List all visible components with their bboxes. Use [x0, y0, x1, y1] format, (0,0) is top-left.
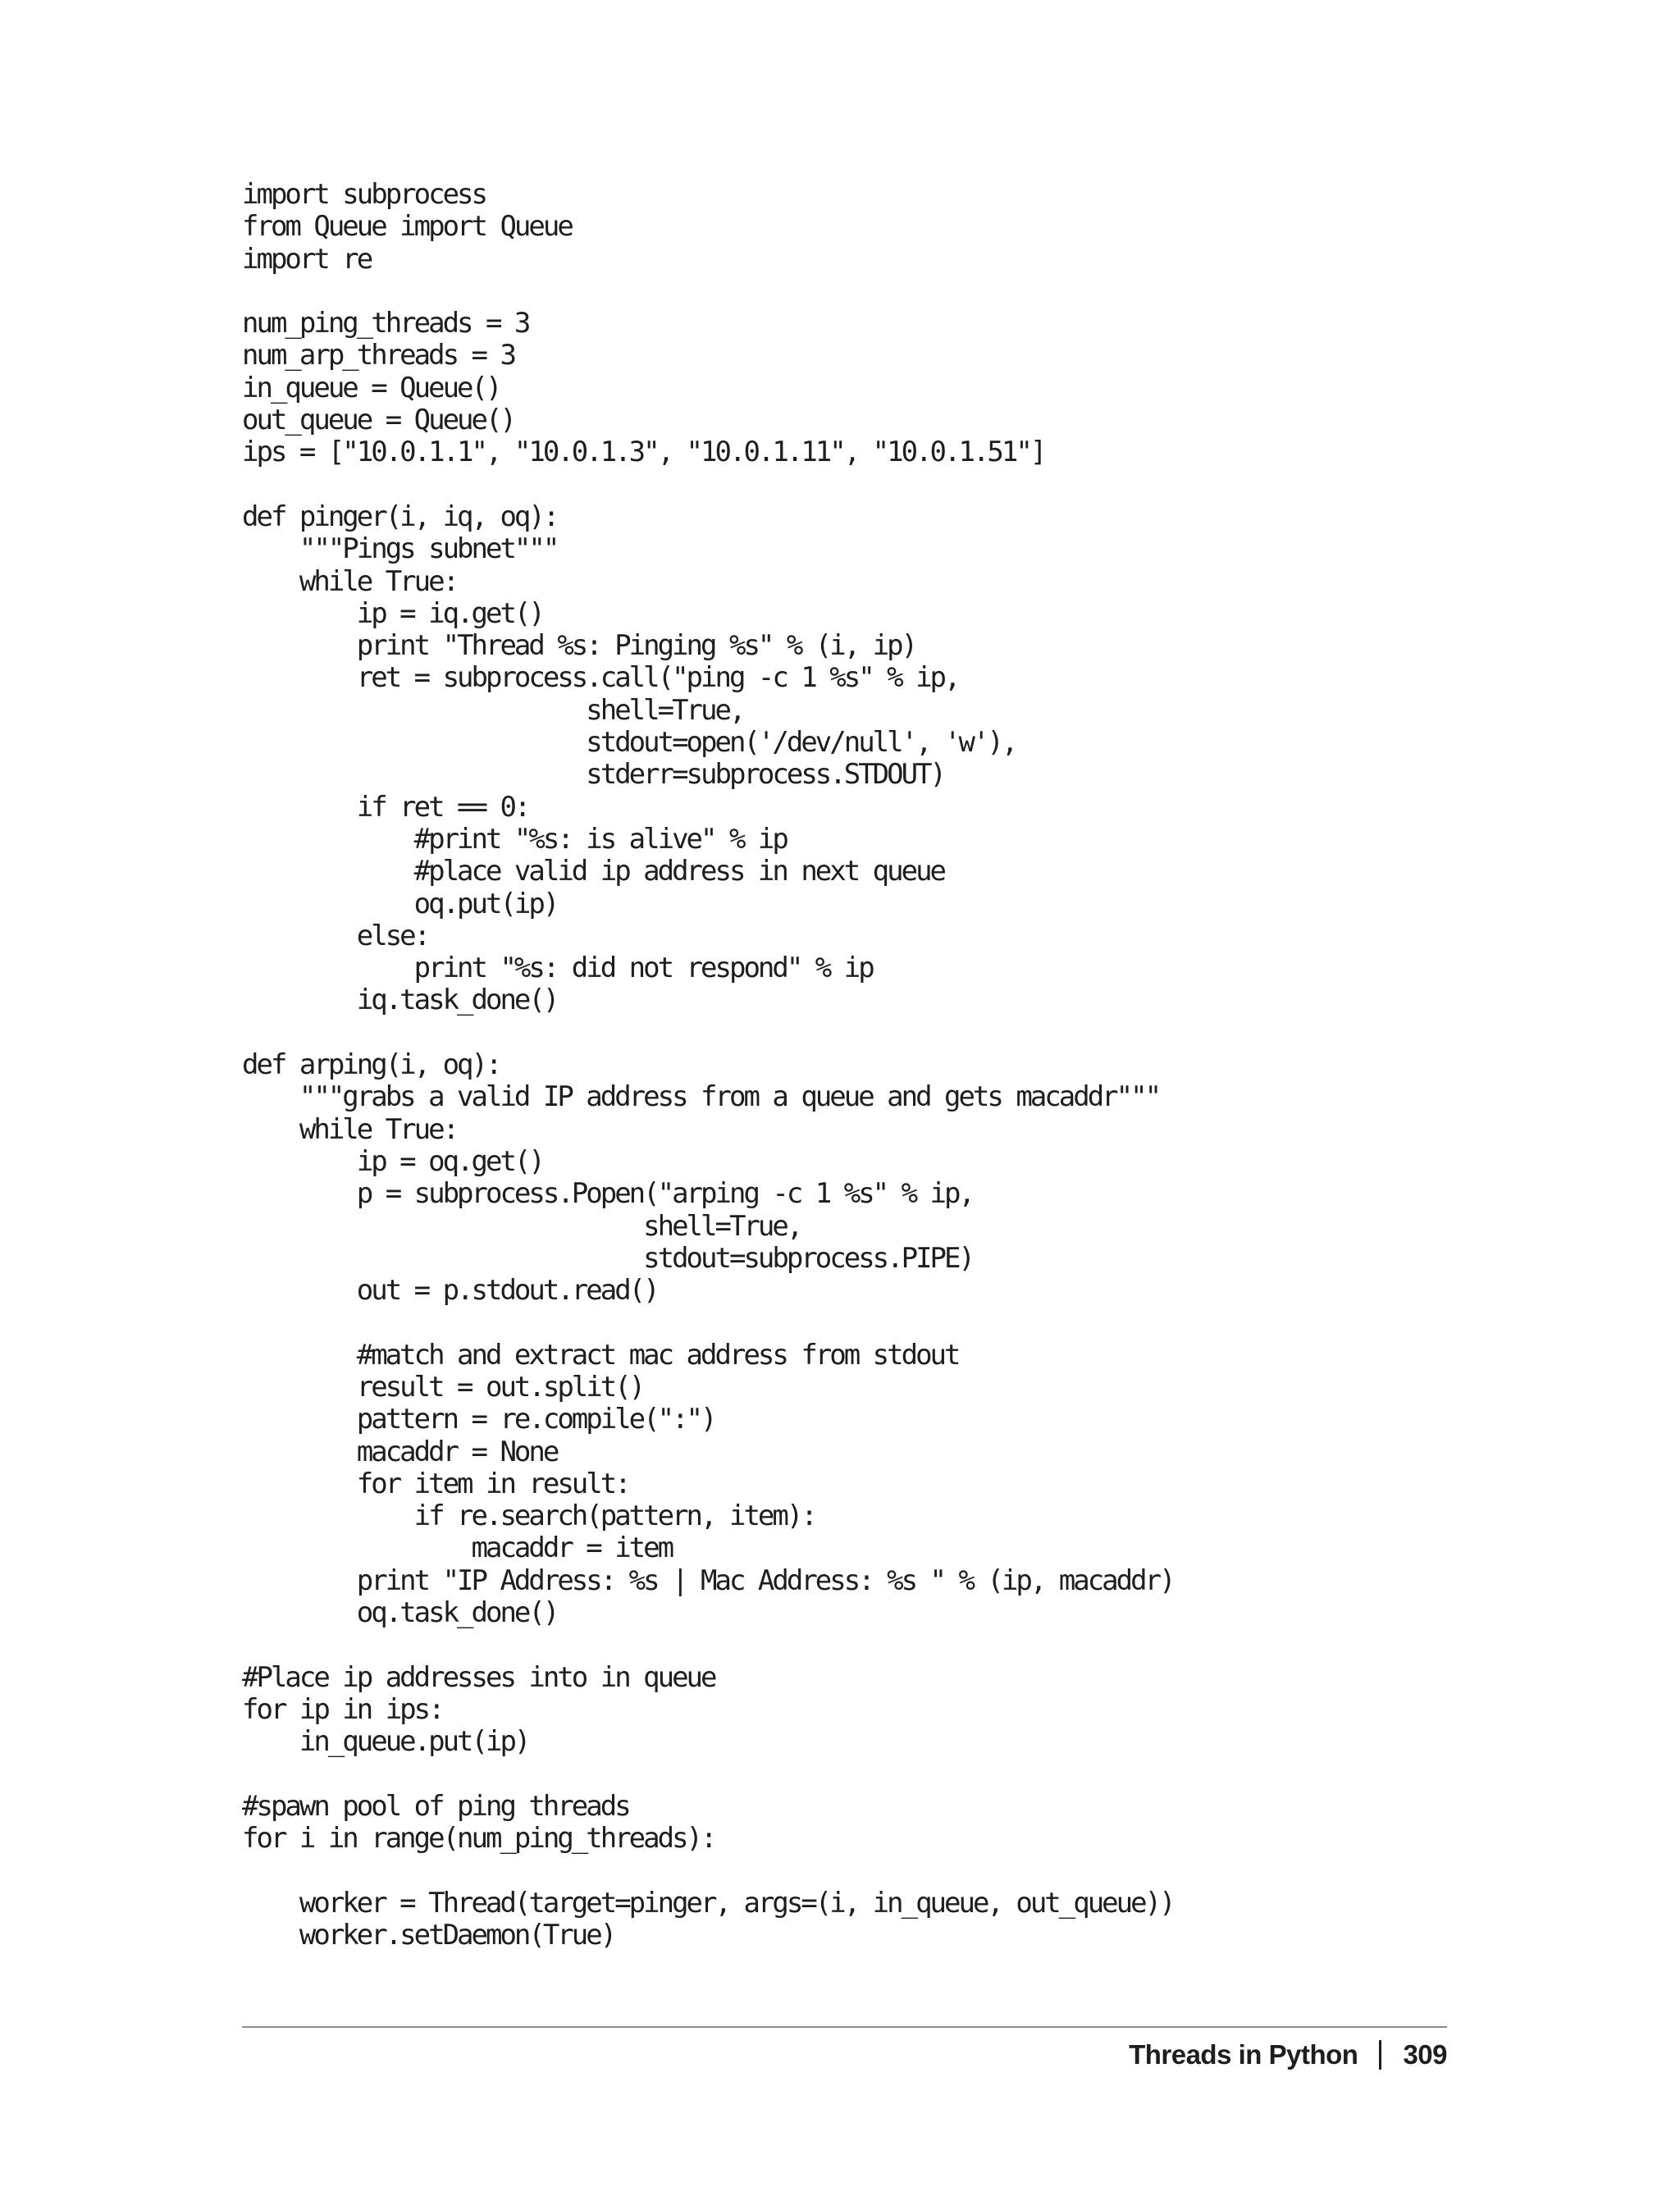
code-line: #Place ip addresses into in queue: [242, 1660, 715, 1694]
footer-rule: [242, 2026, 1447, 2028]
code-line: #print "%s: is alive" % ip: [242, 822, 787, 856]
code-line: stdout=subprocess.PIPE): [242, 1241, 973, 1275]
code-line: [242, 1855, 1174, 1887]
code-line: for ip in ips:: [242, 1692, 443, 1726]
code-line: if ret == 0:: [242, 790, 529, 824]
code-line: out = p.stdout.read(): [242, 1274, 658, 1308]
code-line: print "%s: did not respond" % ip: [242, 952, 873, 985]
code-line: import subprocess: [242, 178, 486, 211]
code-line: [242, 469, 1174, 501]
code-line: num_arp_threads = 3: [242, 339, 514, 372]
code-listing: [242, 179, 1174, 1952]
code-line: p = subprocess.Popen("arping -c 1 %s" % ip,: [242, 1177, 973, 1211]
code-line: pattern = re.compile(":"): [242, 1403, 715, 1436]
code-line: print "Thread %s: Pinging %s" % (i, ip): [242, 629, 916, 663]
code-line: while True:: [242, 1112, 458, 1146]
code-line: [242, 276, 1174, 308]
code-line: [242, 1017, 1174, 1049]
code-line: import re: [242, 242, 372, 276]
code-line: worker = Thread(target=pinger, args=(i, in_queue, out_queue)): [242, 1886, 1174, 1920]
code-line: ips = ["10.0.1.1", "10.0.1.3", "10.0.1.11", "10.0.1.51"]: [242, 436, 1045, 469]
code-line: while True:: [242, 564, 458, 598]
code-line: def arping(i, oq):: [242, 1048, 500, 1082]
code-line: ip = iq.get(): [242, 596, 543, 630]
page-number: 309: [1403, 2039, 1447, 2070]
code-line: for item in result:: [242, 1467, 629, 1500]
code-line: """Pings subnet""": [242, 532, 558, 566]
code-line: out_queue = Queue(): [242, 404, 514, 437]
code-line: [242, 1759, 1174, 1791]
page-footer: [1129, 2039, 1447, 2070]
code-line: ret = subprocess.call("ping -c 1 %s" % ip,: [242, 661, 959, 695]
code-line: [242, 1629, 1174, 1661]
code-line: if re.search(pattern, item):: [242, 1500, 815, 1533]
code-line: oq.task_done(): [242, 1596, 558, 1630]
code-line: in_queue = Queue(): [242, 371, 500, 404]
code-line: print "IP Address: %s | Mac Address: %s " % (ip, macaddr): [242, 1564, 1174, 1597]
code-line: else:: [242, 919, 429, 952]
code-line: """grabs a valid IP address from a queue and gets macaddr""": [242, 1080, 1160, 1114]
code-line: in_queue.put(ip): [242, 1725, 529, 1759]
code-line: #spawn pool of ping threads: [242, 1789, 629, 1823]
code-line: worker.setDaemon(True): [242, 1919, 615, 1952]
code-line: oq.put(ip): [242, 887, 558, 920]
code-line: [242, 1307, 1174, 1339]
code-line: #match and extract mac address from stdout: [242, 1338, 959, 1372]
code-line: shell=True,: [242, 693, 744, 727]
code-line: from Queue import Queue: [242, 210, 572, 244]
running-footer-title: Threads in Python: [1129, 2039, 1358, 2070]
code-line: macaddr = None: [242, 1435, 558, 1468]
code-line: result = out.split(): [242, 1370, 644, 1404]
code-line: num_ping_threads = 3: [242, 307, 529, 340]
code-line: for i in range(num_ping_threads):: [242, 1822, 715, 1856]
code-line: def pinger(i, iq, oq):: [242, 500, 558, 533]
code-line: ip = oq.get(): [242, 1144, 543, 1178]
code-line: stdout=open('/dev/null', 'w'),: [242, 726, 1016, 760]
code-line: macaddr = item: [242, 1532, 673, 1565]
code-line: shell=True,: [242, 1209, 801, 1243]
code-line: stderr=subprocess.STDOUT): [242, 758, 945, 792]
code-line: iq.task_done(): [242, 984, 558, 1017]
code-line: #place valid ip address in next queue: [242, 855, 945, 888]
footer-separator: [1379, 2040, 1381, 2070]
